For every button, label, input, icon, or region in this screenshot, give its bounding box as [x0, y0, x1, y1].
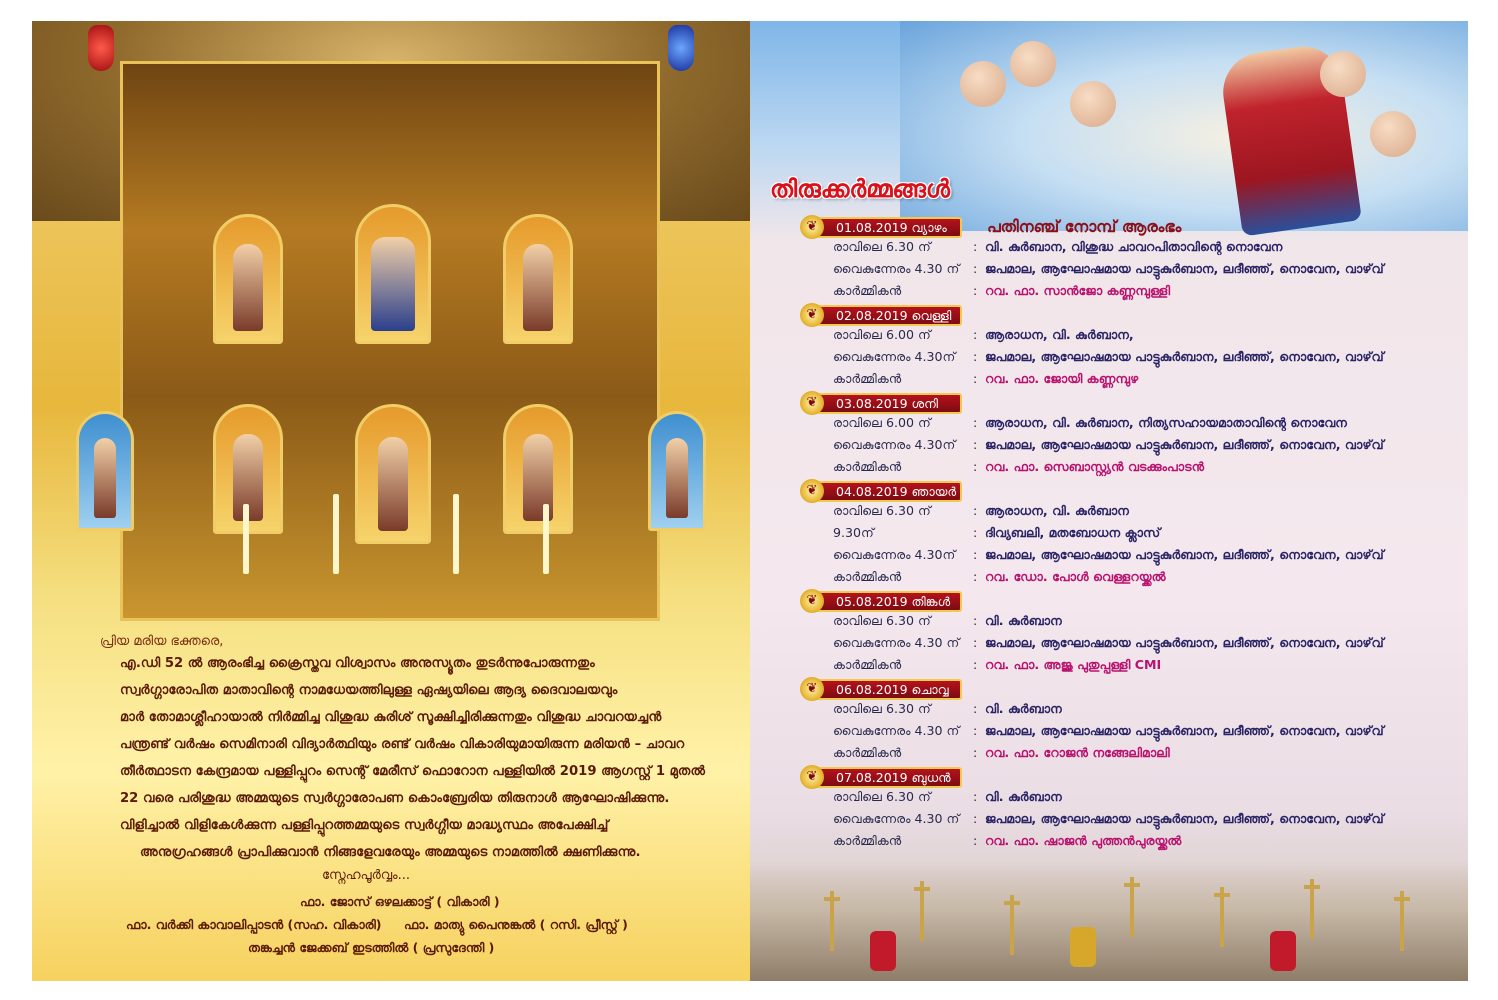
side-niche-left — [76, 411, 134, 531]
celebrant-name: റവ. ഫാ. അജു പുതുപ്പള്ളി CMI — [985, 657, 1162, 672]
angel-figure — [960, 61, 1006, 107]
candle — [243, 504, 249, 574]
colon-separator: : — [973, 547, 978, 562]
time-label: കാർമ്മികൻ — [833, 459, 902, 474]
service-description: ജപമാല, ആഘോഷമായ പാട്ടുകുർബാന, ലദീഞ്ഞ്, നൊവേന, വാഴ്‌വ് — [985, 811, 1384, 826]
schedule-row — [833, 657, 1161, 673]
time-label: കാർമ്മികൻ — [833, 371, 902, 386]
celebrant-name: റവ. ഫാ. സെബാസ്റ്റ്യൻ വടക്കുംപാടൻ — [985, 459, 1205, 474]
colon-separator: : — [973, 635, 978, 650]
date-badge — [806, 481, 962, 502]
time-label: കാർമ്മികൻ — [833, 833, 902, 848]
colon-separator: : — [973, 789, 978, 804]
mary-icon-figure — [371, 237, 415, 331]
time-label: രാവിലെ 6.30 ന് — [833, 613, 931, 628]
blue-lamp-icon — [668, 25, 694, 71]
colon-separator: : — [973, 657, 978, 672]
candle — [333, 494, 339, 574]
schedule-title: തിരുക്കർമ്മങ്ങൾ — [770, 175, 950, 203]
ornament-icon: ❦ — [800, 589, 824, 613]
saint-figure — [94, 438, 116, 518]
madonna-figure — [378, 437, 408, 531]
letter-line: 22 വരെ പരിശുദ്ധ അമ്മയുടെ സ്വർഗ്ഗാരോപണ കൊംബ്രേരിയ തിരുനാൾ ആഘോഷിക്കുന്നു. — [120, 791, 670, 806]
cross-icon — [1400, 891, 1404, 951]
time-label: വൈകുന്നേരം 4.30 ന് — [833, 723, 960, 738]
colon-separator: : — [973, 327, 978, 342]
service-description: ജപമാല, ആഘോഷമായ പാട്ടുകുർബാന, ലദീഞ്ഞ്, നൊവേന, വാഴ്‌വ് — [985, 349, 1384, 364]
letter-line: എ.ഡി 52 ൽ ആരംഭിച്ച ക്രൈസ്തവ വിശ്വാസം അനുസ്യൂതം തുടർന്നുപോരുന്നതും — [120, 656, 595, 671]
schedule-row — [833, 833, 1181, 849]
altar-niche — [355, 404, 431, 544]
time-label: കാർമ്മികൻ — [833, 745, 902, 760]
time-label: വൈകുന്നേരം 4.30ന് — [833, 547, 956, 562]
angel-figure — [1370, 111, 1416, 157]
signature-vicar: ഫാ. ജോസ് ഒഴലക്കാട്ട് ( വികാരി ) — [300, 894, 500, 909]
colon-separator: : — [973, 745, 978, 760]
altar-image — [120, 61, 660, 621]
date-label: 03.08.2019 ശനി — [836, 396, 938, 411]
schedule-subtitle: പതിനഞ്ച് നോമ്പ് ആരംഭം — [987, 217, 1182, 236]
time-label: വൈകുന്നേരം 4.30ന് — [833, 349, 956, 364]
saint-figure — [233, 244, 263, 331]
service-description: ദിവ്യബലി, മതബോധന ക്ലാസ് — [985, 525, 1161, 540]
service-description: വി. കുർബാന, വിശുദ്ധ ചാവറപിതാവിന്റെ നൊവേന — [985, 239, 1283, 254]
ornament-icon: ❦ — [800, 215, 824, 239]
invitation-letter — [32, 621, 750, 981]
schedule-row — [833, 415, 1347, 431]
date-badge — [806, 591, 962, 612]
ornament-icon: ❦ — [800, 677, 824, 701]
time-label: വൈകുന്നേരം 4.30 ന് — [833, 811, 960, 826]
celebrant-name: റവ. ഫാ. സാൻജോ കണ്ണമ്പുള്ളി — [985, 283, 1171, 298]
service-description: വി. കുർബാന — [985, 613, 1062, 628]
date-badge — [806, 217, 962, 238]
time-label: വൈകുന്നേരം 4.30ന് — [833, 437, 956, 452]
date-badge — [806, 679, 962, 700]
colon-separator: : — [973, 283, 978, 298]
side-niche-right — [648, 411, 706, 531]
schedule-row — [833, 569, 1166, 585]
schedule-row — [833, 745, 1170, 761]
colon-separator: : — [973, 525, 978, 540]
schedule-row — [833, 723, 1384, 739]
service-description: ജപമാല, ആഘോഷമായ പാട്ടുകുർബാന, ലദീഞ്ഞ്, നൊവേന, വാഴ്‌വ് — [985, 437, 1384, 452]
date-label: 05.08.2019 തിങ്കൾ — [836, 594, 951, 609]
schedule-row — [833, 701, 1062, 717]
service-description: ആരാധന, വി. കുർബാന, — [985, 327, 1134, 342]
procession-umbrella — [870, 931, 896, 971]
colon-separator: : — [973, 261, 978, 276]
time-label: രാവിലെ 6.30 ന് — [833, 701, 931, 716]
schedule-row — [833, 503, 1129, 519]
signature-president: തങ്കച്ചൻ ജേക്കബ് ഇടത്തിൽ ( പ്രസുദേന്തി ) — [248, 940, 495, 955]
saint-figure — [666, 438, 688, 518]
celebrant-name: റവ. ഫാ. ജോയി കണ്ണമ്പുഴ — [985, 371, 1139, 386]
ornament-icon: ❦ — [800, 765, 824, 789]
angel-figure — [1010, 41, 1056, 87]
schedule-row — [833, 283, 1170, 299]
service-description: ജപമാല, ആഘോഷമായ പാട്ടുകുർബാന, ലദീഞ്ഞ്, നൊവേന, വാഴ്‌വ് — [985, 261, 1384, 276]
schedule-row — [833, 239, 1282, 255]
service-description: ജപമാല, ആഘോഷമായ പാട്ടുകുർബാന, ലദീഞ്ഞ്, നൊവേന, വാഴ്‌വ് — [985, 547, 1384, 562]
celebrant-name: റവ. ഫാ. ഷാജൻ പുത്തൻപുരയ്ക്കൽ — [985, 833, 1182, 848]
colon-separator: : — [973, 371, 978, 386]
date-label: 06.08.2019 ചൊവ്വ — [836, 682, 949, 697]
letter-line: സ്വർഗ്ഗാരോപിത മാതാവിന്റെ നാമധേയത്തിലുള്ള ഏഷ്യയിലെ ആദ്യ ദൈവാലയവും — [120, 683, 618, 698]
service-description: ആരാധന, വി. കുർബാന, നിത്യസഹായമാതാവിന്റെ നൊവേന — [985, 415, 1347, 430]
colon-separator: : — [973, 415, 978, 430]
altar-niche — [503, 214, 573, 344]
letter-line: തീർത്ഥാടന കേന്ദ്രമായ പള്ളിപ്പുറം സെന്റ് മേരീസ് ഫൊറോന പള്ളിയിൽ 2019 ആഗസ്റ്റ് 1 മുതൽ — [120, 764, 706, 779]
service-description: വി. കുർബാന — [985, 789, 1062, 804]
procession-umbrella — [1070, 927, 1096, 967]
time-label: രാവിലെ 6.30 ന് — [833, 239, 931, 254]
service-description: ആരാധന, വി. കുർബാന — [985, 503, 1129, 518]
schedule-page — [750, 21, 1468, 981]
schedule-row — [833, 613, 1062, 629]
letter-greeting: പ്രിയ മരിയ ഭക്തരെ, — [100, 634, 224, 649]
candle — [543, 504, 549, 574]
date-badge — [806, 767, 962, 788]
procession-image — [750, 861, 1468, 981]
schedule-row — [833, 371, 1138, 387]
letter-closing: സ്നേഹപൂർവ്വം... — [322, 868, 411, 883]
date-badge — [806, 393, 962, 414]
signature-resident-priest: ഫാ. മാത്യു പൈനുങ്കൽ ( റസി. പ്രീസ്റ്റ് ) — [404, 917, 628, 932]
colon-separator: : — [973, 437, 978, 452]
date-label: 02.08.2019 വെള്ളി — [836, 308, 952, 323]
altar-niche — [213, 214, 283, 344]
red-lamp-icon — [88, 25, 114, 71]
schedule-row — [833, 327, 1134, 343]
colon-separator: : — [973, 349, 978, 364]
colon-separator: : — [973, 701, 978, 716]
cross-icon — [1310, 879, 1314, 939]
colon-separator: : — [973, 723, 978, 738]
schedule-row — [833, 459, 1204, 475]
service-description: വി. കുർബാന — [985, 701, 1062, 716]
cross-icon — [1010, 895, 1014, 955]
assumption-sky-image — [900, 21, 1468, 231]
time-label: രാവിലെ 6.00 ന് — [833, 415, 931, 430]
altar-page — [32, 21, 750, 981]
saint-figure — [523, 244, 553, 331]
service-description: ജപമാല, ആഘോഷമായ പാട്ടുകുർബാന, ലദീഞ്ഞ്, നൊവേന, വാഴ്‌വ് — [985, 635, 1384, 650]
date-label: 01.08.2019 വ്യാഴം — [836, 220, 947, 235]
service-description: ജപമാല, ആഘോഷമായ പാട്ടുകുർബാന, ലദീഞ്ഞ്, നൊവേന, വാഴ്‌വ് — [985, 723, 1384, 738]
celebrant-name: റവ. ഫാ. റോജൻ നങ്ങേലിമാലി — [985, 745, 1170, 760]
colon-separator: : — [973, 569, 978, 584]
time-label: കാർമ്മികൻ — [833, 283, 902, 298]
schedule-row — [833, 789, 1062, 805]
colon-separator: : — [973, 503, 978, 518]
cross-icon — [1220, 887, 1224, 947]
letter-line: മാർ തോമാശ്ലീഹായാൽ നിർമ്മിച്ച വിശുദ്ധ കുരിശ് സൂക്ഷിച്ചിരിക്കുന്നതും വിശുദ്ധ ചാവറയച്ചൻ — [120, 710, 662, 725]
schedule-row — [833, 261, 1384, 277]
signature-assistant-vicar: ഫാ. വർക്കി കാവാലിപ്പാടൻ (സഹ. വികാരി) — [126, 917, 382, 932]
angel-figure — [1320, 51, 1366, 97]
schedule-row — [833, 635, 1384, 651]
time-label: കാർമ്മികൻ — [833, 569, 902, 584]
cross-icon — [1130, 877, 1134, 937]
colon-separator: : — [973, 811, 978, 826]
time-label: രാവിലെ 6.00 ന് — [833, 327, 931, 342]
schedule-row — [833, 437, 1384, 453]
procession-umbrella — [1270, 931, 1296, 971]
colon-separator: : — [973, 459, 978, 474]
celebrant-name: റവ. ഡോ. പോൾ വെള്ളറയ്ക്കൽ — [985, 569, 1166, 584]
time-label: 9.30ന് — [833, 525, 874, 540]
time-label: വൈകുന്നേരം 4.30 ന് — [833, 261, 960, 276]
letter-line: വിളിച്ചാൽ വിളികേൾക്കുന്ന പള്ളിപ്പുറത്തമ്മയുടെ സ്വർഗ്ഗീയ മാദ്ധ്യസ്ഥം അപേക്ഷിച്ച് — [120, 818, 609, 833]
ornament-icon: ❦ — [800, 479, 824, 503]
ornament-icon: ❦ — [800, 303, 824, 327]
ornament-icon: ❦ — [800, 391, 824, 415]
colon-separator: : — [973, 833, 978, 848]
date-badge — [806, 305, 962, 326]
colon-separator: : — [973, 613, 978, 628]
angel-figure — [1070, 81, 1116, 127]
letter-line: അനുഗ്രഹങ്ങൾ പ്രാപിക്കുവാൻ നിങ്ങളേവരേയും അമ്മയുടെ നാമത്തിൽ ക്ഷണിക്കുന്നു. — [140, 845, 641, 860]
schedule-row — [833, 547, 1384, 563]
date-label: 04.08.2019 ഞായർ — [836, 484, 957, 499]
altar-niche — [503, 404, 573, 534]
schedule-row — [833, 525, 1160, 541]
time-label: രാവിലെ 6.30 ന് — [833, 503, 931, 518]
schedule-row — [833, 811, 1384, 827]
time-label: വൈകുന്നേരം 4.30 ന് — [833, 635, 960, 650]
cross-icon — [920, 881, 924, 941]
candle — [453, 494, 459, 574]
date-label: 07.08.2019 ബുധൻ — [836, 770, 951, 785]
colon-separator: : — [973, 239, 978, 254]
altar-niche — [355, 204, 431, 344]
time-label: കാർമ്മികൻ — [833, 657, 902, 672]
schedule-row — [833, 349, 1384, 365]
letter-line: പന്ത്രണ്ട് വർഷം സെമിനാരി വിദ്യാർത്ഥിയും രണ്ട് വർഷം വികാരിയുമായിരുന്ന മരിയൻ – ചാവറ — [120, 737, 685, 752]
cross-icon — [830, 891, 834, 951]
time-label: രാവിലെ 6.30 ന് — [833, 789, 931, 804]
